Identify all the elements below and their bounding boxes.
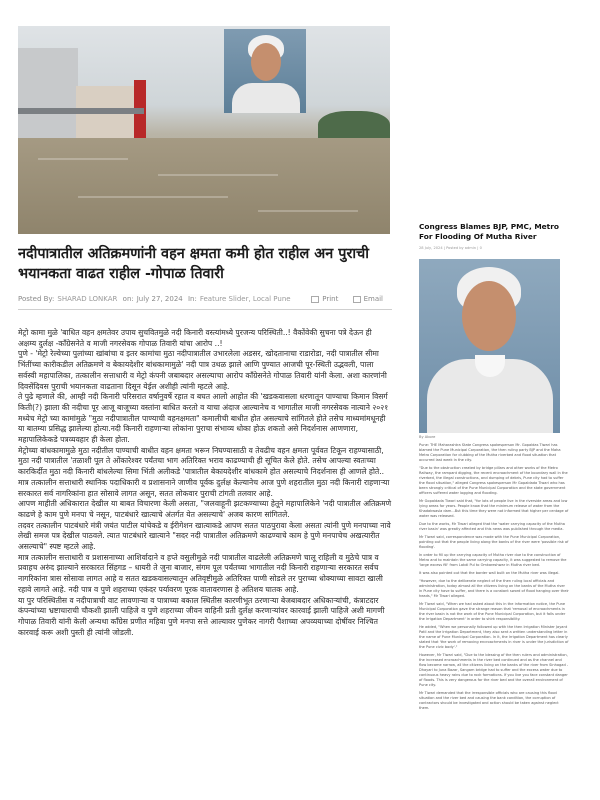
article-paragraph: मात्र तत्कालीन सत्ताधारी व प्रशासनाच्या आशिर्वादाने व हप्ते वसुलीमुळे नदी पात्रातील वाढलेली अतिक्रमणे चालू राहिली व मुठेचे पात्र व प्रवाहच अरुंद झाल्याने सरकारत सिंहगड – धायरी ते जुना बाजार, संगम पूल पर्यंतच्या भागातील नदी किनारी राहणाऱ्या सरकारत सर्वच नागरिकांना त्रास सोसावा लागत आहे व सतत खडकवासल्यातून अतिवृष्टीमुळे अतिरिक्त पाणी सोडले तर पुराच्या धोक्याच्या सावटा खाली रहावे लागते आहे. नदी पात्र व पुणे शहराच्या एकंदर पर्यावरण पूरक वातावरणास हे अतिशय घातक आहे. (18, 552, 383, 594)
article-body (18, 328, 392, 638)
category-links[interactable]: Feature Slider, Local Pune (199, 295, 291, 303)
article-paragraph: ते पुढे म्हणाले की, आम्ही नदी किनारी परिसरात वर्षानुवर्षे रहात व बघत आलो आहोत की 'खडकवासला धरणातून पाण्याचा किमान विसर्ग किती(?) झाला की नदीचा पूर आजू बाजूच्या वस्तांना बाधित करतो व याचा अंदाज आल्यानेच व भागातील माजी नगरसेवक नात्याने २०२१ मध्येच मेट्रो च्या कामांमुळे "मुठा नदीपात्रातील पाण्याची वहनक्षमता" कमालीची बाधीत होत असल्याचे सांगितले होते तसेच माध्यमांमधूनही या बातम्या प्रसिद्ध झालेल्या होत्या.नदी किनारी राहणाऱ्या लोकांना पुराचा संभाव्य धोका होऊ शकतो असे निदर्शनास आणणारा, महापालिकेकडे पत्रव्यवहार ही केला होता. (18, 392, 389, 445)
post-date: July 27, 2024 (136, 295, 183, 303)
date-label: on: (122, 295, 134, 303)
sidebar-paragraph: He added, "When we personally followed up with the then Irrigation Minister Jayant Patil and the Irrigation Department, they also sent a written understanding letter in the name of Pune Municipal Corporation. In it, the Irrigation Department has clearly stated that 'the work of removing encroachments in river is under the jurisdiction of the Pune civic body'." (419, 625, 569, 649)
article-title: नदीपात्रातील अतिक्रमणांनी वहन क्षमता कमी होत राहील अन पुराची भयानकता वाढत राहील -गोपाळ तिवारी (18, 246, 369, 282)
print-icon (311, 296, 319, 303)
article-paragraph: तदवर तत्कालीन पाटबंधारे मंत्री जयंत पाटील यांचेकडे व ईरीगेशन खात्याकडे आपण सतत पाठपुरावा केला असता त्यांनी पुणे मनपाच्या नावे लेखी समज पत्र देखील पाठवले. त्यात पाटबंधारे खात्याने "सदर नदी पात्रातील अतिक्रमणे काढण्याचे काम हे पुणे मनपाचेच अखत्यारीत असल्याचे" स्पष्ट म्हटले आहे. (18, 520, 391, 552)
article-paragraph: पुणे - 'मेट्रो रेल्वेच्या पुलांच्या खांबांचा व इतर कामांचा मुठा नदीपात्रातील उभारलेला अडसर, खोदतानाचा राडारोडा, नदी पात्रातील सीमा भिंतींच्या कारीकडील अतिक्रमणे व बेकायदेशीर बांधकामामुळे' नदी पात्र उथळ झाले आणि पुण्यात आजची पूर-स्थिती उद्भवली, पाला सर्वस्वी महापालिका, तत्कालीन सत्ताधारी व मेट्रो कंपनी जबाबदार असल्याचा आरोप कॉंग्रेसनेते गोपाळ तिवारी यांनी केला. अशा कारणांनी दिवसेंदिवस पुराची भयानकता वाढताना दिसून येईल अशीही त्यांनी म्हटले आहे. (18, 349, 387, 391)
sidebar-title[interactable]: Congress Blames BJP, PMC, Metro For Flooding Of Mutha River (419, 222, 559, 241)
sidebar-meta: 28 July, 2024 | Posted by admin | 0 (419, 246, 482, 250)
sidebar-paragraph: Mr Tiwari demanded that the irresponsible officials who are causing this flood situation and the river bed and causing the bank condition, the corruption of contractors should be investigated and action should be taken against neglect them. (419, 691, 559, 710)
email-button[interactable] (353, 295, 386, 303)
article-paragraph: मेट्रोच्या बांधकामामुळे मुठा नदीतील पाण्याची बाधीत वहन क्षमता भरून निघण्यासाठी व तेवढीच वहन क्षमता पूर्ववत टिकून राहण्यासाठी, मुठा नदी पात्रातील 'तळाशी पूल ते ओंकारेश्वर पर्यंतचा भाग अतिरिक्त भराव काढण्याची ही सूचित केले होते. तसेच आपल्या स्वतःच्या कारकिर्दीत मुठा नदी किनारी बांधलेल्या सिमा भिंती अलीकडे 'पात्रातील बेकायदेशीर बांधकामे होत असल्याचे निदर्शनास ही आणले होते.. मात्र तत्कालीन सत्ताधारी स्थानिक पदाधिकारी व प्रशासनाने जाणीव पूर्वक दुर्लक्ष केल्यानेच आज पुणे शहरातील मुठा नदी किनारी राहणाऱ्या सरकारत सर्व नागरिकांना हात सोसावे लागत असून, सतत लोकवार पुराची टांगती तलवार आहे. (18, 445, 390, 498)
article-paragraph: मेट्रो कामा मुळे 'बाधित वहन क्षमतेवर उपाय सुचवितमुळे नदी किनारी वस्त्यांमध्ये पुरजन्य परिस्थिती..! वैकोंवेकी सुचना पत्रे देऊन ही अक्षम्य दुर्लक्ष -कॉंग्रेसनेते व माजी नगरसेवक गोपाळ तिवारी यांचा आरोप ..! (18, 328, 372, 348)
sidebar-body (419, 443, 569, 711)
author-link[interactable]: SHARAD LONKAR (57, 295, 118, 303)
sidebar-paragraph: "Due to the obstruction created by bridge pillars and other works of the Metro Railway, the rampant digging, the recent encroachment of the boundary wall in the riverbed, the illegal constructions, and dumping of debris, Pune city had to suffer the flood situation," alleged Congress spokesperson Mr Gopaldada Tiwari who has been strongly critical of the Pune Municipal Corporation and the state government officers suffered water logging and flooding. (419, 466, 568, 495)
sidebar-paragraph: In order to fill up the carrying capacity of Mutha river due to the construction of Metro and to maintain the same carrying capacity, it was suggested to remove the 'large excess fill' from Lakdi Pul to Omkareshwar in Mutha river bed. (419, 553, 567, 567)
sidebar-paragraph: Mr Tiwari said, "When we had asked about this in the information notice, the Pune Municipal Corporation gave the strange reason that 'removal of encroachments in the river basin is not the work of the Pune Municipal Corporation, but it falls under the Irrigation Department' in order to shirk responsibility. (419, 602, 566, 621)
main-article (18, 26, 392, 796)
sidebar-article (419, 222, 569, 796)
sidebar-paragraph: Mr Tiwari said, correspondence was made with the Pune Municipal Corporation, pointing out that the people living along the banks of the river were 'possible risk of flooding'. (419, 535, 569, 549)
canopy-shape (18, 108, 144, 114)
print-button[interactable] (311, 295, 341, 303)
sidebar-paragraph: However, Mr Tiwari said, "Due to the blessing of the then rulers and administration, the increased encroachments in the river bed continued and as the channel and flow became narrow, all the citizens living on the banks of the river from Sinhagad - Dhayari to Juna Bazar, Sangam bridge had to suffer and the excess water due to continuous heavy rains due to rock formations. If you live you face constant danger of floods. This is very dangerous for the river bed and the overall environment of Pune city. (419, 653, 569, 687)
sidebar-caption: By Abore (419, 435, 436, 439)
posted-by-label: Posted By: (18, 295, 55, 303)
print-label: Print (322, 295, 339, 303)
sidebar-paragraph: "However, due to the deliberate neglect of the then ruling local officials and administration, today almost all the citizens living on the banks of the Mutha river in Pune city have to suffer, and there is a constant sword of flood hanging over their heads," Mr Tiwari alleged. (419, 579, 569, 598)
article-meta (18, 295, 392, 310)
sidebar-paragraph: Pune: THE Maharashtra State Congress spokesperson Mr. Gopaldas Tiwari has blamed the Pune Municipal Corporation, the then ruling party BJP and the Maha Metro Corporation for clubbing of the Mutha riverbed and flood situation that occurred last week in the city. (419, 443, 561, 462)
article-tools (311, 295, 389, 303)
sidebar-paragraph: It was also pointed out that the border wall built on the Mutha river was illegal. (419, 571, 560, 575)
email-icon (353, 296, 361, 303)
article-paragraph: आपण माहीती अधिकारात देखील या बाबत विचारणा केली असता, "जलवाहूनी झटकण्याच्या हेतूने महापालिकेने 'नदी पात्रातील अतिक्रमणे काढणे हे काम पुणे मनपा चे नसून, पाटबंधारे खात्याचे अंतर्गत येत असल्याचे' अजब कारण सांगितले. (18, 499, 392, 519)
sidebar-portrait (419, 259, 560, 433)
sidebar-paragraph: Due to the works, Mr Tiwari alleged that the 'water carrying capacity of the Mutha river basin' was greatly affected and this news was published through the media. (419, 522, 565, 531)
flood-photo (18, 26, 390, 234)
flood-water (18, 138, 390, 234)
inset-portrait (224, 29, 306, 113)
email-label: Email (363, 295, 383, 303)
sidebar-paragraph: Mr Gopaldada Tiwari said that, "for lots of people live in the riverside areas and low lying areas for years. People know that the minimum release of water from the Khadakwasla dam...But this time they were not informed that higher per centage of water was released. (419, 499, 569, 518)
category-label: In: (187, 295, 197, 303)
article-paragraph: या पुर परिस्थितीस व नदीपात्राची वाट लावणाऱ्या व पात्राच्या बकाल स्थितीस कारणीभूत ठरणाऱ्या बेजबाबदार अधिकाऱ्यांची, कंत्राटदार कंपन्यांच्या भ्रष्टाचाराची चौकशी झाली पाहिजे व पुणे शहराच्या जीवन वाहिनी प्रती दुर्लक्ष करणाऱ्यांवर कारवाई झाली पाहिजे अशी मागणी गोपाळ तिवारी यांनी केली अन्यथा कॉंग्रेस प्रणीत महिवा पुणे मनपा सत्ते आल्यावर पुणेकर नागरी पैशाच्या अपव्ययाच्या दोषींवर निश्चित कारवाई करू अशी पुस्ती ही त्यांनी जोडली. (18, 595, 385, 637)
building-shape (18, 48, 78, 148)
